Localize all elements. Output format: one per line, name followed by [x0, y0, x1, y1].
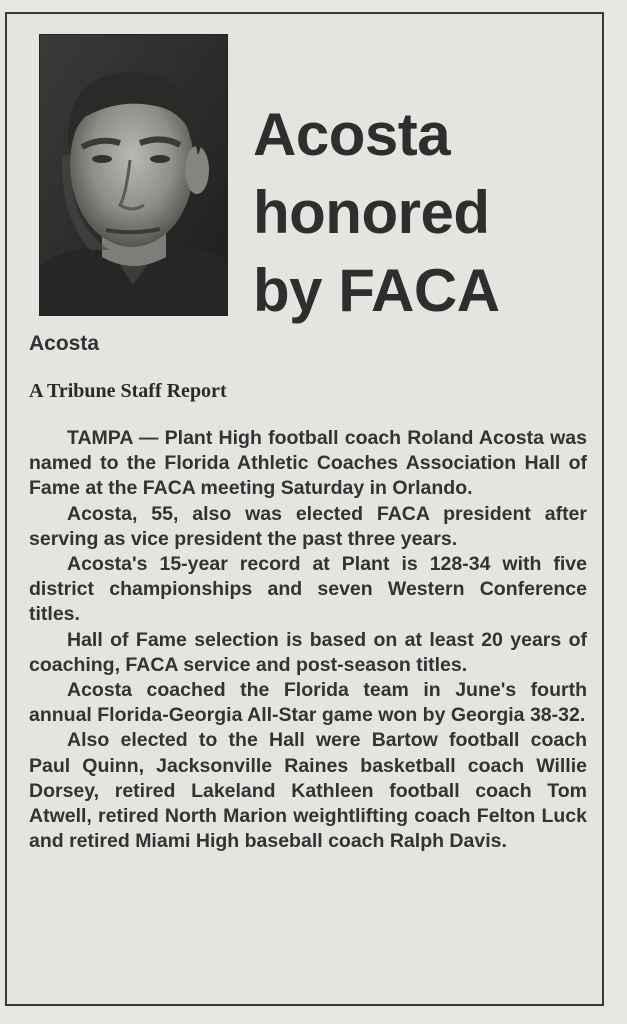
paragraph-1: TAMPA — Plant High football coach Roland Acosta was named to the Florida Athletic Coaches Association Hall of Fame at the FACA meeting Saturday in Orlando. — [29, 427, 587, 500]
headshot-photo — [39, 34, 228, 316]
paragraph-6: Also elected to the Hall were Bartow football coach Paul Quinn, Jacksonville Raines basketball coach Willie Dorsey, retired Lakeland Kathleen football coach Tom Atwell, retired North Marion weightlifting coach Felton Luck and retired Miami High baseball coach Ralph Davis. — [29, 729, 587, 853]
portrait-image — [40, 35, 227, 315]
headline-line-3: by FACA — [253, 257, 500, 324]
headline-line-1: Acosta — [253, 101, 451, 168]
paragraph-3: Acosta's 15-year record at Plant is 128-34 with five district championships and seven Western Conference titles. — [29, 553, 587, 626]
paragraph-2: Acosta, 55, also was elected FACA president after serving as vice president the past three years. — [29, 502, 587, 550]
paragraph-4: Hall of Fame selection is based on at least 20 years of coaching, FACA service and post-season titles. — [29, 628, 587, 676]
byline: A Tribune Staff Report — [29, 380, 227, 402]
headline-line-2: honored — [253, 179, 490, 246]
photo-caption: Acosta — [29, 332, 100, 355]
article-body — [29, 426, 587, 854]
paragraph-5: Acosta coached the Florida team in June's fourth annual Florida-Georgia All-Star game won by Georgia 38-32. — [29, 679, 587, 727]
newspaper-clipping — [5, 12, 604, 1006]
headline — [253, 96, 603, 330]
